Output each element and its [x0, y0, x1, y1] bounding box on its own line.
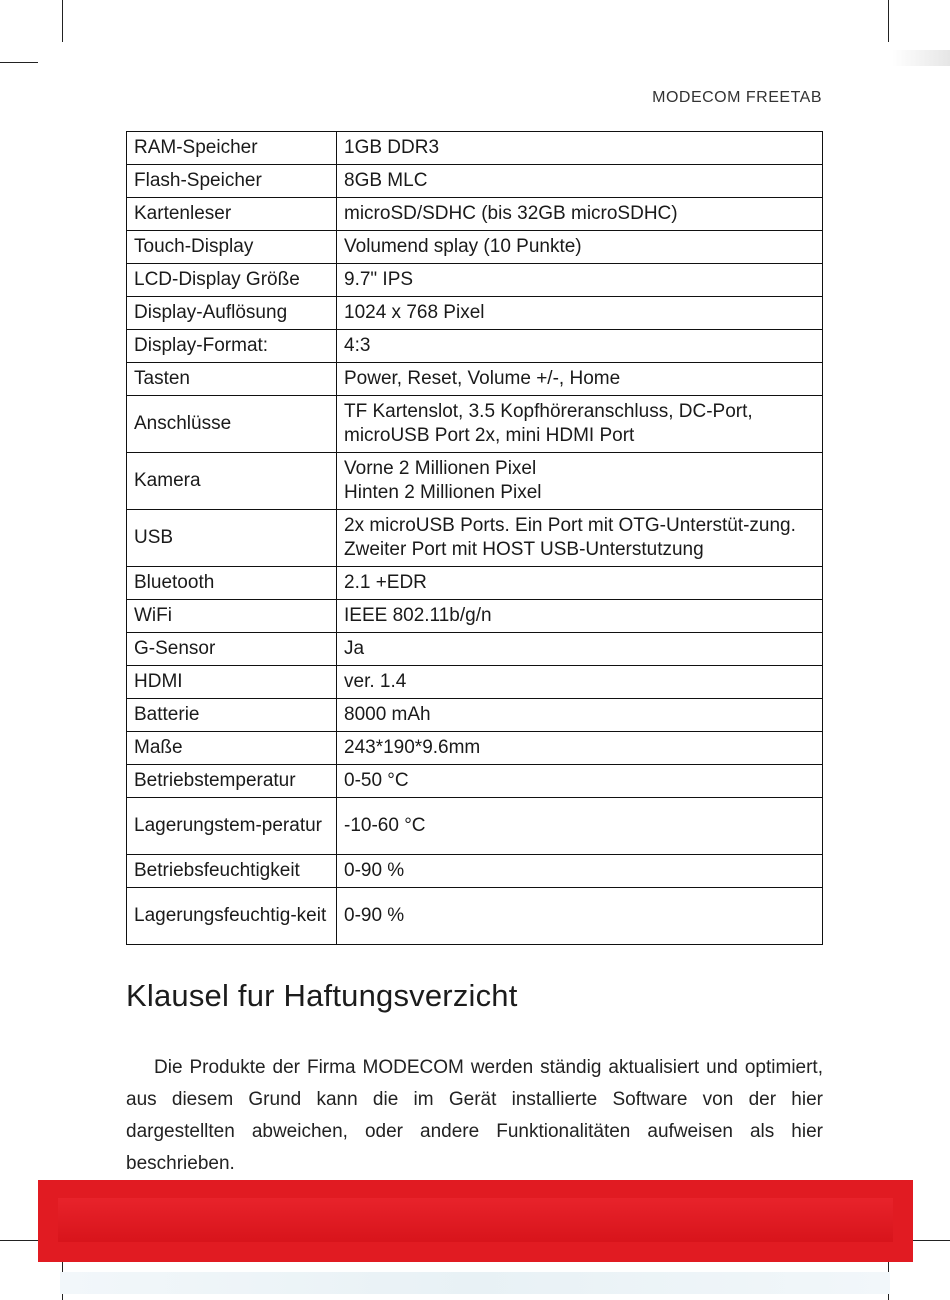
spec-value: Power, Reset, Volume +/-, Home [337, 363, 823, 396]
spec-value: 2.1 +EDR [337, 567, 823, 600]
spec-value: 4:3 [337, 330, 823, 363]
spec-table [126, 131, 823, 945]
spec-value: 2x microUSB Ports. Ein Port mit OTG-Unterstüt-zung. Zweiter Port mit HOST USB-Unterstutzung [337, 510, 823, 567]
spec-label: Maße [127, 732, 337, 765]
spec-value: Ja [337, 633, 823, 666]
table-row [127, 633, 823, 666]
table-row [127, 165, 823, 198]
table-row [127, 699, 823, 732]
table-row [127, 600, 823, 633]
table-row [127, 510, 823, 567]
spec-value: microSD/SDHC (bis 32GB microSDHC) [337, 198, 823, 231]
table-row [127, 132, 823, 165]
spec-value: 8GB MLC [337, 165, 823, 198]
table-row [127, 231, 823, 264]
spec-label: WiFi [127, 600, 337, 633]
spec-label: LCD-Display Größe [127, 264, 337, 297]
spec-value: Volumend splay (10 Punkte) [337, 231, 823, 264]
spec-value [337, 453, 823, 510]
spec-label: Betriebsfeuchtigkeit [127, 855, 337, 888]
spec-label: Batterie [127, 699, 337, 732]
spec-label: Flash-Speicher [127, 165, 337, 198]
table-row [127, 198, 823, 231]
spec-value: 243*190*9.6mm [337, 732, 823, 765]
spec-value: 0-50 °C [337, 765, 823, 798]
spec-value: 1GB DDR3 [337, 132, 823, 165]
table-row [127, 765, 823, 798]
spec-label: Betriebstemperatur [127, 765, 337, 798]
spec-value: 0-90 % [337, 888, 823, 945]
table-row [127, 798, 823, 855]
footer-band-inner [58, 1198, 893, 1242]
crop-mark [0, 1240, 38, 1241]
spec-value-line: Vorne 2 Millionen Pixel [344, 458, 537, 479]
spec-value: TF Kartenslot, 3.5 Kopfhöreranschluss, DC-Port, microUSB Port 2x, mini HDMI Port [337, 396, 823, 453]
crop-mark [0, 62, 38, 63]
section-title: Klausel fur Haftungsverzicht [126, 978, 518, 1013]
spec-value: ver. 1.4 [337, 666, 823, 699]
spec-value-line: Hinten 2 Millionen Pixel [344, 482, 542, 503]
spec-label: Kartenleser [127, 198, 337, 231]
table-row [127, 732, 823, 765]
crop-mark [888, 0, 889, 42]
edge-shadow [892, 50, 950, 66]
table-row [127, 453, 823, 510]
table-row [127, 297, 823, 330]
table-row [127, 363, 823, 396]
bottom-strip [60, 1272, 890, 1294]
spec-label: Tasten [127, 363, 337, 396]
spec-value: 0-90 % [337, 855, 823, 888]
table-row [127, 888, 823, 945]
table-row [127, 264, 823, 297]
spec-value: IEEE 802.11b/g/n [337, 600, 823, 633]
spec-label: USB [127, 510, 337, 567]
footer-band [38, 1180, 913, 1262]
running-header: MODECOM FREETAB [652, 89, 822, 106]
spec-value: 1024 x 768 Pixel [337, 297, 823, 330]
spec-value: -10-60 °C [337, 798, 823, 855]
table-row [127, 330, 823, 363]
spec-label: Bluetooth [127, 567, 337, 600]
table-row [127, 666, 823, 699]
crop-mark [912, 1240, 950, 1241]
spec-label: Touch-Display [127, 231, 337, 264]
table-row [127, 567, 823, 600]
table-row [127, 855, 823, 888]
table-row [127, 396, 823, 453]
crop-mark [62, 0, 63, 42]
spec-label: Lagerungstem-peratur [127, 798, 337, 855]
spec-value: 8000 mAh [337, 699, 823, 732]
spec-label: RAM-Speicher [127, 132, 337, 165]
spec-label: Kamera [127, 453, 337, 510]
disclaimer-paragraph: Die Produkte der Firma MODECOM werden ständig aktualisiert und optimiert, aus diesem Grund kann die im Gerät installierte Software von der hier dargestellten abweichen, oder andere Funktionalitäten aufweisen als hier beschrieben. [126, 1057, 823, 1174]
spec-label: Display-Auflösung [127, 297, 337, 330]
spec-label: Display-Format: [127, 330, 337, 363]
spec-value: 9.7" IPS [337, 264, 823, 297]
spec-label: Anschlüsse [127, 396, 337, 453]
spec-label: Lagerungsfeuchtig-keit [127, 888, 337, 945]
spec-label: G-Sensor [127, 633, 337, 666]
spec-label: HDMI [127, 666, 337, 699]
